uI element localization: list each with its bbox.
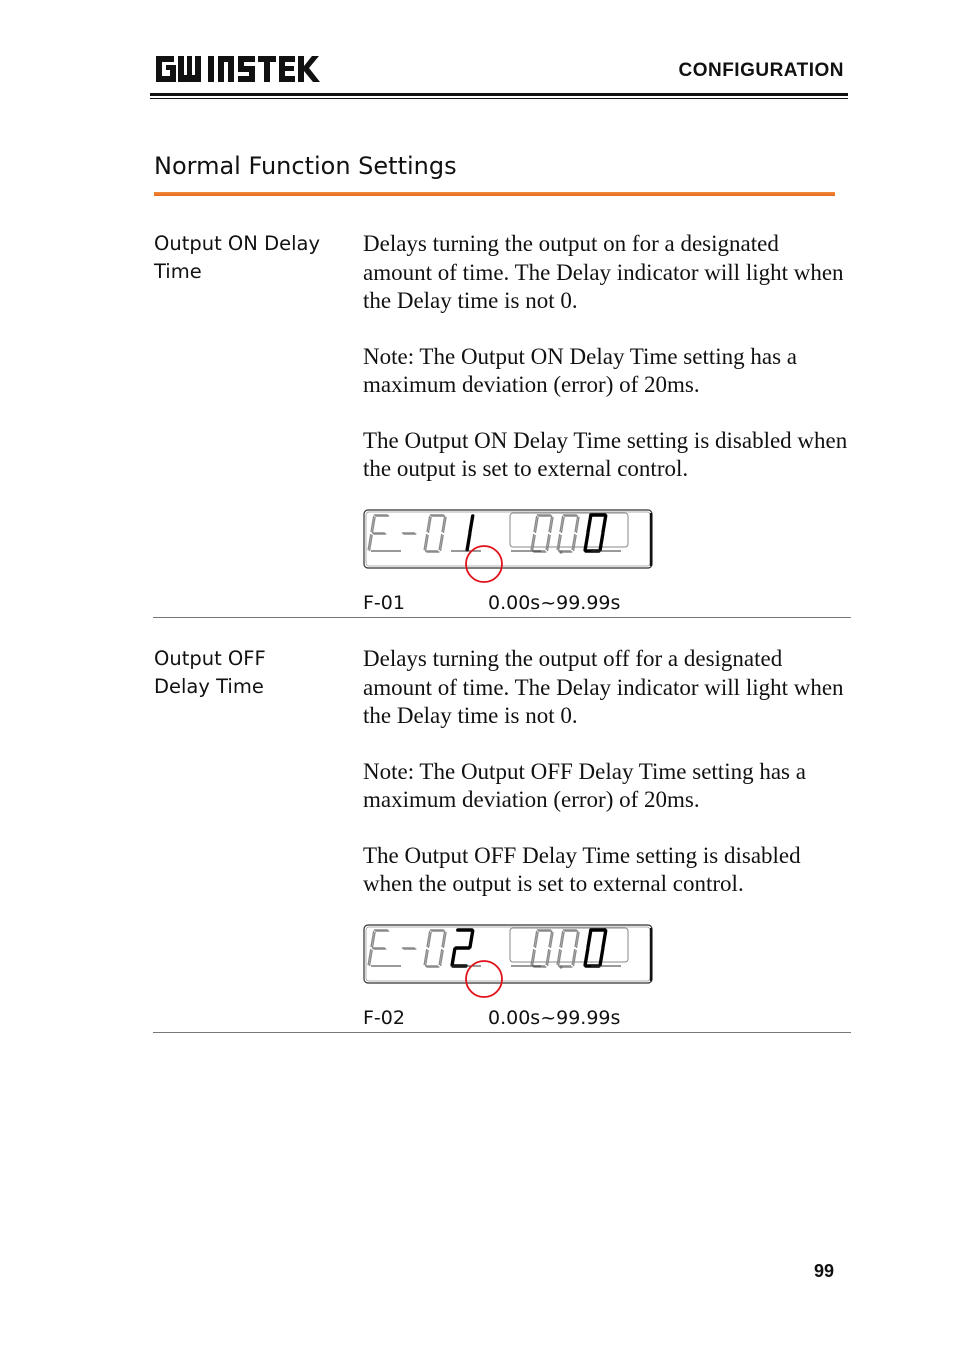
description-paragraph: The Output ON Delay Time setting is disabled when the output is set to external control.	[363, 427, 848, 481]
lcd-segment	[470, 516, 473, 532]
row-label-output-on-delay	[154, 230, 344, 286]
lcd-segment	[467, 534, 470, 550]
lcd-segment	[386, 931, 389, 947]
lcd-digit	[531, 930, 553, 967]
parameter-range: 0.00s~99.99s	[488, 1007, 621, 1029]
lcd-segment	[416, 516, 419, 532]
lcd-segment	[383, 534, 386, 550]
lcd-digit	[557, 930, 579, 967]
lcd-value-box	[510, 513, 628, 547]
lcd-frame-inner	[366, 512, 650, 566]
row-divider	[153, 617, 851, 618]
lcd-segment	[455, 931, 458, 947]
lcd-digit	[452, 515, 473, 551]
parameter-code: F-02	[363, 1007, 405, 1029]
lcd-segment	[470, 931, 473, 947]
lcd-segment	[452, 534, 455, 550]
highlight-circle	[466, 961, 502, 997]
lcd-digit	[557, 515, 579, 552]
lcd-digit	[398, 515, 419, 551]
lcd-display-f01	[363, 508, 655, 572]
section-title: Normal Function Settings	[154, 152, 457, 180]
chapter-label: CONFIGURATION	[678, 60, 844, 81]
row-label-line: Output ON Delay	[154, 232, 320, 255]
description-paragraph: The Output OFF Delay Time setting is disabled when the output is set to external control.	[363, 842, 801, 896]
header-rule-thin	[150, 98, 848, 99]
lcd-segment	[386, 516, 389, 532]
row-label-line: Output OFF	[154, 647, 266, 670]
lcd-digit	[398, 930, 419, 966]
lcd-digit	[452, 930, 473, 966]
lcd-segment	[413, 534, 416, 550]
lcd-frame-inner	[366, 927, 650, 981]
lcd-panel	[363, 923, 655, 987]
row-divider	[153, 1032, 851, 1033]
lcd-segment	[401, 931, 404, 947]
lcd-digit	[531, 515, 553, 552]
row-description-output-on-delay	[363, 230, 853, 484]
parameter-code: F-01	[363, 592, 405, 614]
page-number: 99	[813, 1261, 834, 1281]
row-label-line: Time	[154, 260, 202, 283]
parameter-range: 0.00s~99.99s	[488, 592, 621, 614]
description-paragraph: Delays turning the output off for a designated amount of time. The Delay indicator will light when the Delay time is not 0.	[363, 646, 844, 728]
lcd-segment	[398, 949, 401, 965]
row-label-line: Delay Time	[154, 675, 264, 698]
gw-instek-logo	[154, 52, 324, 86]
lcd-segment	[600, 949, 603, 965]
lcd-segment	[588, 516, 591, 532]
highlight-circle	[466, 546, 502, 582]
lcd-digit	[585, 930, 606, 966]
note-paragraph: Note: The Output OFF Delay Time setting has a maximum deviation (error) of 20ms.	[363, 758, 806, 812]
lcd-segment	[588, 931, 591, 947]
lcd-segment	[398, 534, 401, 550]
lcd-segment	[585, 534, 588, 550]
lcd-segment	[603, 931, 606, 947]
lcd-digit	[424, 515, 446, 552]
section-title-underline	[154, 192, 835, 196]
lcd-segment	[413, 949, 416, 965]
header-rule	[150, 93, 848, 96]
lcd-segment	[600, 534, 603, 550]
lcd-segment	[603, 516, 606, 532]
lcd-segment	[383, 949, 386, 965]
lcd-frame	[364, 925, 652, 983]
lcd-digit	[368, 515, 389, 551]
lcd-frame	[364, 510, 652, 568]
lcd-segment	[585, 949, 588, 965]
lcd-digit	[424, 930, 446, 967]
lcd-decimal-point	[559, 550, 562, 553]
note-paragraph: Note: The Output ON Delay Time setting has a maximum deviation (error) of 20ms.	[363, 343, 797, 397]
lcd-segment	[467, 949, 470, 965]
lcd-digit	[585, 515, 606, 551]
lcd-display-f02	[363, 923, 655, 987]
logo-mark	[154, 52, 324, 86]
lcd-value-box	[510, 928, 628, 962]
lcd-panel	[363, 508, 655, 572]
description-paragraph: Delays turning the output on for a designated amount of time. The Delay indicator will light when the Delay time is not 0.	[363, 231, 844, 313]
lcd-segment	[416, 931, 419, 947]
lcd-digit	[368, 930, 389, 966]
lcd-segment	[401, 516, 404, 532]
row-description-output-off-delay	[363, 645, 853, 899]
lcd-segment	[455, 516, 458, 532]
lcd-decimal-point	[559, 965, 562, 968]
row-label-output-off-delay	[154, 645, 344, 701]
lcd-segment	[452, 949, 455, 965]
